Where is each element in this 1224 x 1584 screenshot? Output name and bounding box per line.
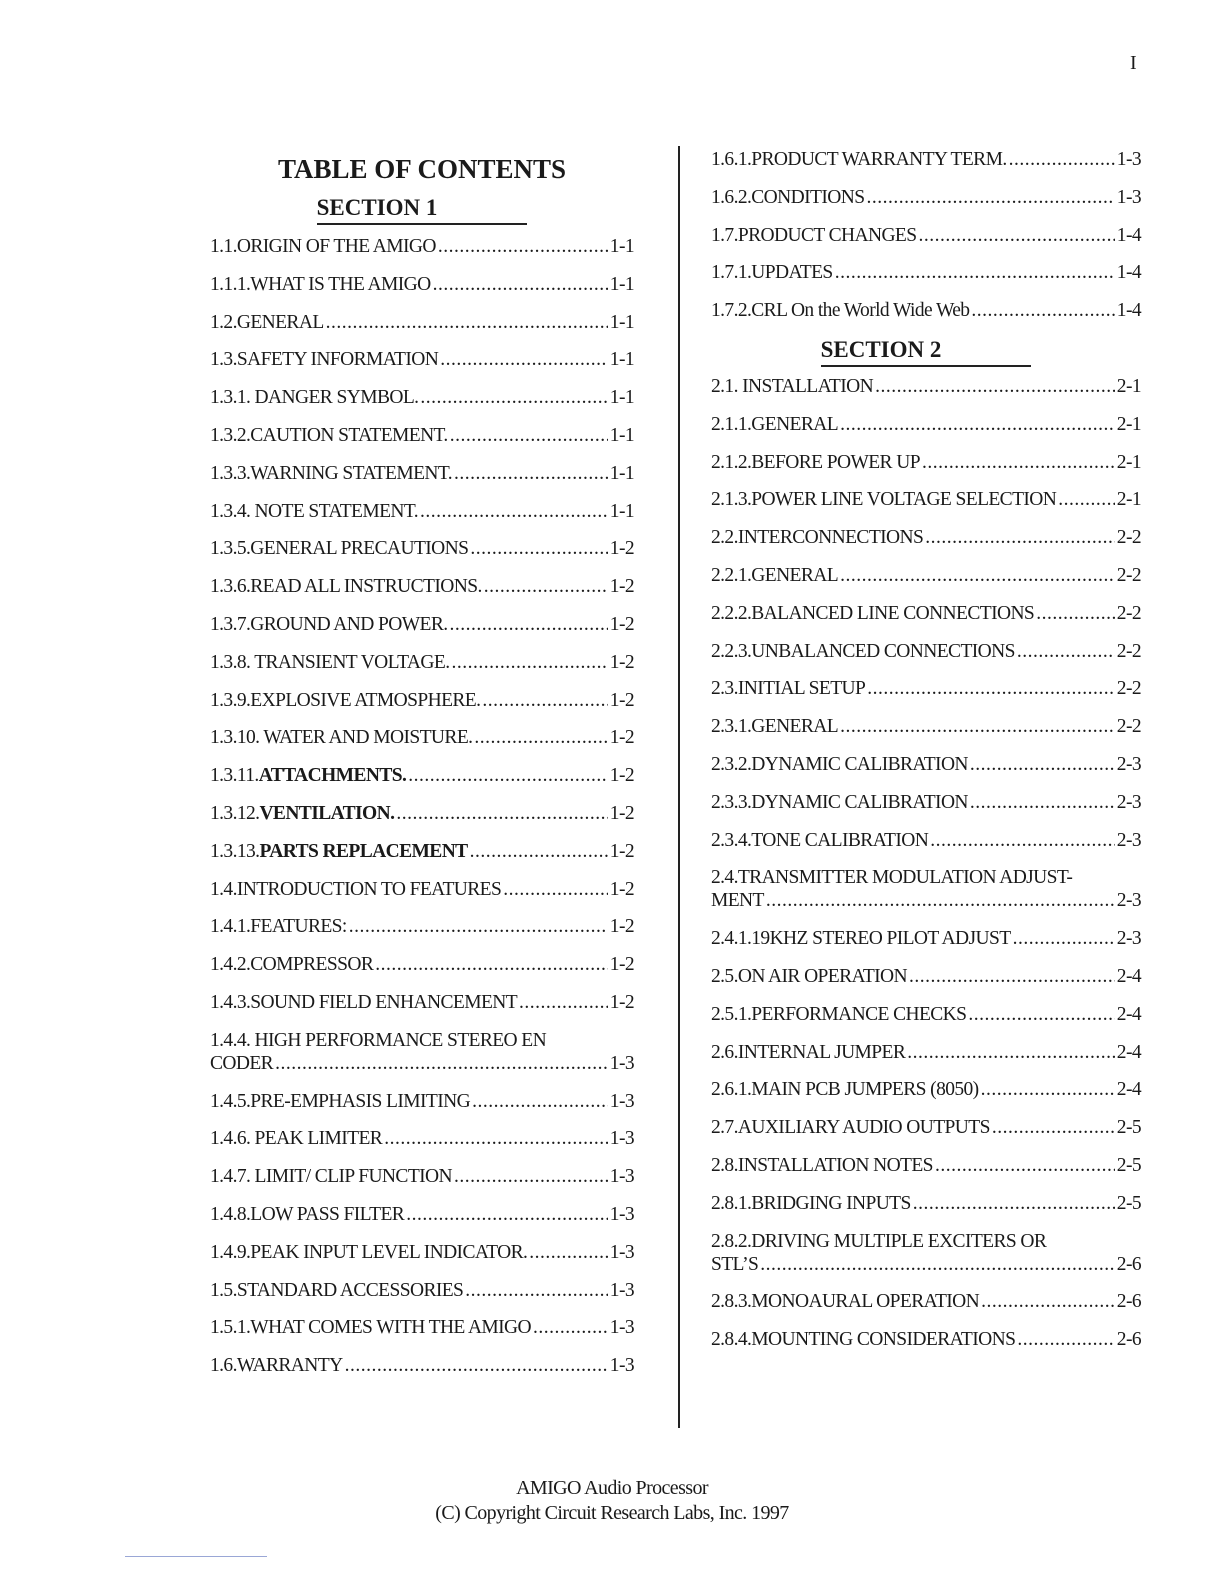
toc-entry-page: 1-3 <box>609 1355 634 1377</box>
leader-dots <box>326 311 608 334</box>
toc-entry-label: 1.4.1.FEATURES: <box>210 916 347 938</box>
leader-dots <box>275 1052 608 1075</box>
toc-entry-page: 2-1 <box>1116 451 1141 473</box>
toc-entry[interactable] <box>210 915 634 938</box>
toc-entry[interactable] <box>711 866 1141 912</box>
leader-dots <box>867 677 1115 700</box>
leader-dots <box>922 451 1115 474</box>
leader-dots <box>433 273 608 296</box>
toc-entry-label: 1.3.1. DANGER SYMBOL. <box>210 387 419 409</box>
toc-entry-page: 2-4 <box>1116 965 1141 987</box>
toc-entry-page: 2-3 <box>1116 791 1141 813</box>
toc-entry-page: 1-3 <box>609 1166 634 1188</box>
toc-entry[interactable] <box>711 1116 1141 1139</box>
toc-entry[interactable] <box>711 564 1141 587</box>
toc-entry-label: 1.3.3.WARNING STATEMENT. <box>210 462 453 484</box>
toc-entry-page: 2-1 <box>1116 489 1141 511</box>
toc-entry[interactable] <box>210 689 634 712</box>
toc-entry-page: 1-2 <box>609 727 634 749</box>
toc-entry[interactable] <box>210 878 634 901</box>
toc-entry-label: 1.3.6.READ ALL INSTRUCTIONS. <box>210 576 482 598</box>
toc-entry[interactable] <box>210 1354 634 1377</box>
toc-entry-label: 1.4.6. PEAK LIMITER <box>210 1128 383 1150</box>
toc-entry-page: 1-2 <box>609 576 634 598</box>
toc-title: TABLE OF CONTENTS <box>277 154 567 184</box>
toc-entry[interactable] <box>711 1290 1141 1313</box>
toc-entry-page: 2-4 <box>1116 1041 1141 1063</box>
toc-entry-page: 2-4 <box>1116 1079 1141 1101</box>
toc-entry-label: 2.3.INITIAL SETUP <box>711 678 866 700</box>
leader-dots <box>1013 927 1115 950</box>
leader-dots <box>835 261 1115 284</box>
toc-entry-page: 1-1 <box>609 273 634 295</box>
leader-dots <box>968 1003 1114 1026</box>
toc-entry[interactable] <box>210 348 634 371</box>
toc-entry-page: 1-4 <box>1116 224 1141 246</box>
leader-dots <box>503 878 608 901</box>
toc-entry-label: 1.6.WARRANTY <box>210 1355 343 1377</box>
leader-dots <box>875 375 1115 398</box>
toc-entry-label: 1.3.11.ATTACHMENTS. <box>210 765 407 787</box>
toc-entry[interactable] <box>711 299 1141 322</box>
toc-entry[interactable] <box>711 526 1141 549</box>
toc-entry-page: 1-3 <box>609 1090 634 1112</box>
toc-entry[interactable] <box>711 261 1141 284</box>
leader-dots <box>472 1090 608 1113</box>
toc-entry[interactable] <box>711 1041 1141 1064</box>
toc-entry-page: 1-1 <box>609 424 634 446</box>
leader-dots <box>866 186 1114 209</box>
toc-entry-label: 1.7.PRODUCT CHANGES <box>711 224 917 246</box>
toc-entry[interactable] <box>210 462 634 485</box>
toc-entry-label: 2.3.4.TONE CALIBRATION <box>711 829 929 851</box>
toc-entry-page: 1-1 <box>609 462 634 484</box>
toc-entry-page: 1-4 <box>1116 300 1141 322</box>
toc-entry-page: 2-2 <box>1116 716 1141 738</box>
section-2-heading: SECTION 2 <box>711 337 1141 367</box>
toc-right-column <box>711 148 1141 1366</box>
toc-entry[interactable] <box>210 726 634 749</box>
toc-entry-label: 1.3.2.CAUTION STATEMENT. <box>210 424 448 446</box>
toc-entry-page: 1-1 <box>609 500 634 522</box>
leader-dots <box>450 424 608 447</box>
leader-dots <box>970 753 1115 776</box>
toc-entry-page: 1-2 <box>609 802 634 824</box>
toc-entry[interactable] <box>210 613 634 636</box>
leader-dots <box>840 715 1115 738</box>
leader-dots <box>930 829 1115 852</box>
toc-left-column <box>210 150 634 1392</box>
toc-entry[interactable] <box>711 375 1141 398</box>
toc-entry[interactable] <box>711 829 1141 852</box>
toc-entry-page: 1-2 <box>609 689 634 711</box>
page-number: I <box>1130 52 1137 74</box>
toc-entry[interactable] <box>711 488 1141 511</box>
toc-entry-label: 1.3.5.GENERAL PRECAUTIONS <box>210 538 469 560</box>
leader-dots <box>981 1290 1115 1313</box>
toc-entry-label: 2.8.INSTALLATION NOTES <box>711 1154 933 1176</box>
leader-dots <box>1017 1328 1114 1351</box>
toc-entry-label: STL’S <box>711 1253 759 1275</box>
toc-entry[interactable] <box>210 1029 634 1075</box>
leader-dots <box>396 802 607 825</box>
leader-dots <box>918 224 1114 247</box>
column-divider <box>678 146 680 1428</box>
toc-entry-label: 1.3.SAFETY INFORMATION <box>210 349 439 371</box>
leader-dots <box>484 575 608 598</box>
leader-dots <box>907 1041 1115 1064</box>
leader-dots <box>992 1116 1115 1139</box>
toc-entry-page: 2-1 <box>1116 413 1141 435</box>
toc-entry[interactable] <box>210 1316 634 1339</box>
toc-entry-label: 1.6.2.CONDITIONS <box>711 186 865 208</box>
toc-entry-label: 1.7.2.CRL On the World Wide Web <box>711 300 970 322</box>
toc-entry-label: 2.2.1.GENERAL <box>711 564 839 586</box>
toc-entry-label: 2.8.3.MONOAURAL OPERATION <box>711 1291 980 1313</box>
leader-dots <box>840 413 1115 436</box>
leader-dots <box>440 348 608 371</box>
toc-entry-page: 1-3 <box>609 1317 634 1339</box>
toc-entry[interactable] <box>711 413 1141 436</box>
toc-entry-page: 1-2 <box>609 765 634 787</box>
toc-entry[interactable] <box>711 753 1141 776</box>
leader-dots <box>913 1192 1115 1215</box>
toc-entry-page: 2-3 <box>1116 890 1141 912</box>
toc-entry-page: 2-2 <box>1116 602 1141 624</box>
leader-dots <box>465 1279 608 1302</box>
toc-entry-page: 1-4 <box>1116 262 1141 284</box>
toc-entry[interactable] <box>711 927 1141 950</box>
toc-entry-label: 2.2.2.BALANCED LINE CONNECTIONS <box>711 602 1035 624</box>
toc-entry-label: 1.4.8.LOW PASS FILTER <box>210 1203 405 1225</box>
leader-dots <box>408 764 608 787</box>
toc-entry-page: 1-2 <box>609 878 634 900</box>
leader-dots <box>909 965 1115 988</box>
toc-entry-page: 1-2 <box>609 916 634 938</box>
toc-entry-page: 1-3 <box>1116 186 1141 208</box>
toc-entry-label: MENT <box>711 890 764 912</box>
toc-entry-label: 1.3.13.PARTS REPLACEMENT <box>210 840 468 862</box>
toc-entry-label: 2.8.4.MOUNTING CONSIDERATIONS <box>711 1329 1016 1351</box>
toc-entry-label: 2.4.1.19KHZ STEREO PILOT ADJUST <box>711 928 1011 950</box>
toc-entry-label: 2.2.INTERCONNECTIONS <box>711 527 924 549</box>
toc-entry-page: 2-6 <box>1116 1329 1141 1351</box>
toc-entry[interactable] <box>210 764 634 787</box>
toc-entry-label: 2.1. INSTALLATION <box>711 375 874 397</box>
toc-entry[interactable] <box>711 148 1141 171</box>
toc-entry[interactable] <box>711 186 1141 209</box>
toc-entry-page: 2-2 <box>1116 527 1141 549</box>
toc-entry-page: 1-3 <box>609 1279 634 1301</box>
leader-dots <box>760 1253 1115 1276</box>
leader-dots <box>450 613 608 636</box>
toc-entry-page: 1-2 <box>609 651 634 673</box>
toc-entry[interactable] <box>210 386 634 409</box>
toc-entry-label: 2.4.TRANSMITTER MODULATION ADJUST- <box>711 867 1073 889</box>
toc-entry-page: 1-1 <box>609 311 634 333</box>
toc-entry-label: 2.3.1.GENERAL <box>711 716 839 738</box>
toc-entry-page: 2-2 <box>1116 564 1141 586</box>
toc-entry-label: 1.4.3.SOUND FIELD ENHANCEMENT <box>210 991 518 1013</box>
toc-entry-label: 1.3.7.GROUND AND POWER. <box>210 613 448 635</box>
toc-entry-label: 2.8.2.DRIVING MULTIPLE EXCITERS OR <box>711 1230 1047 1252</box>
toc-entry-page: 1-1 <box>609 387 634 409</box>
toc-entry[interactable] <box>711 1078 1141 1101</box>
toc-entry-label: 2.2.3.UNBALANCED CONNECTIONS <box>711 640 1015 662</box>
toc-entry-label: 1.4.INTRODUCTION TO FEATURES <box>210 878 502 900</box>
toc-entry-label: 1.3.4. NOTE STATEMENT. <box>210 500 419 522</box>
toc-entry-label: CODER <box>210 1052 274 1074</box>
leader-dots <box>474 726 607 749</box>
leader-dots <box>420 500 608 523</box>
toc-entry[interactable] <box>711 1003 1141 1026</box>
toc-entry[interactable] <box>711 1328 1141 1351</box>
leader-dots <box>1058 488 1115 511</box>
toc-entry-label: 1.6.1.PRODUCT WARRANTY TERM. <box>711 149 1007 170</box>
leader-dots <box>438 235 608 258</box>
toc-entry[interactable] <box>711 791 1141 814</box>
toc-entry-label: 2.6.INTERNAL JUMPER <box>711 1041 906 1063</box>
leader-dots <box>420 386 607 409</box>
toc-entry-label: 1.1.1.WHAT IS THE AMIGO <box>210 273 431 295</box>
footer-product-name: AMIGO Audio Processor <box>516 1477 708 1499</box>
toc-entry[interactable] <box>210 1127 634 1150</box>
leader-dots <box>349 915 608 938</box>
leader-dots <box>970 791 1115 814</box>
toc-entry[interactable] <box>210 1241 634 1264</box>
toc-entry-label: 1.4.7. LIMIT/ CLIP FUNCTION <box>210 1166 452 1188</box>
leader-dots <box>971 299 1114 322</box>
toc-entry-page: 2-2 <box>1116 678 1141 700</box>
toc-entry-label: 1.3.9.EXPLOSIVE ATMOSPHERE. <box>210 689 481 711</box>
toc-entry-page: 1-1 <box>609 349 634 371</box>
scan-artifact-line <box>125 1556 267 1557</box>
toc-entry[interactable] <box>210 273 634 296</box>
toc-entry-page: 2-5 <box>1116 1117 1141 1139</box>
toc-entry[interactable] <box>210 953 634 976</box>
toc-entry-page: 2-3 <box>1116 928 1141 950</box>
leader-dots <box>454 462 608 485</box>
toc-entry-label: 1.3.8. TRANSIENT VOLTAGE. <box>210 651 450 673</box>
toc-entry-page: 1-3 <box>609 1241 634 1263</box>
toc-entry[interactable] <box>711 965 1141 988</box>
toc-entry[interactable] <box>711 602 1141 625</box>
toc-entry-label: 2.3.2.DYNAMIC CALIBRATION <box>711 753 968 775</box>
toc-entry-label: 2.3.3.DYNAMIC CALIBRATION <box>711 791 968 813</box>
toc-entry-page: 2-5 <box>1116 1154 1141 1176</box>
toc-entry-page: 1-2 <box>609 613 634 635</box>
toc-entry-label: 2.1.3.POWER LINE VOLTAGE SELECTION <box>711 489 1057 511</box>
toc-entry-label: 1.3.10. WATER AND MOISTURE. <box>210 727 473 749</box>
toc-entry-page: 2-6 <box>1116 1291 1141 1313</box>
toc-entry[interactable] <box>711 677 1141 700</box>
toc-entry-page: 1-2 <box>609 840 634 862</box>
toc-entry-page: 2-1 <box>1116 375 1141 397</box>
toc-entry-page: 1-2 <box>609 954 634 976</box>
toc-entry-page: 1-3 <box>609 1203 634 1225</box>
toc-entry-label: 1.4.9.PEAK INPUT LEVEL INDICATOR. <box>210 1241 528 1263</box>
toc-entry[interactable] <box>210 235 634 258</box>
toc-entry-label: 1.1.ORIGIN OF THE AMIGO <box>210 236 436 257</box>
toc-entry-label: 2.8.1.BRIDGING INPUTS <box>711 1192 911 1214</box>
section-1-heading: SECTION 1 <box>210 195 634 225</box>
toc-entry-label: 2.5.ON AIR OPERATION <box>711 965 908 987</box>
toc-entry[interactable] <box>210 500 634 523</box>
leader-dots <box>454 1165 608 1188</box>
toc-entry-label: 1.7.1.UPDATES <box>711 262 833 284</box>
toc-entry[interactable] <box>210 575 634 598</box>
toc-entry[interactable] <box>711 451 1141 474</box>
toc-entry-label: 2.1.2.BEFORE POWER UP <box>711 451 920 473</box>
toc-entry-page: 2-5 <box>1116 1192 1141 1214</box>
toc-entry-page: 1-1 <box>609 236 634 257</box>
toc-entry[interactable] <box>210 1165 634 1188</box>
leader-dots <box>470 537 607 560</box>
leader-dots <box>384 1127 608 1150</box>
leader-dots <box>451 651 607 674</box>
leader-dots <box>406 1203 608 1226</box>
toc-entry-page: 2-6 <box>1116 1253 1141 1275</box>
leader-dots <box>529 1241 608 1264</box>
toc-entry[interactable] <box>210 840 634 863</box>
leader-dots <box>981 1078 1115 1101</box>
footer-copyright: (C) Copyright Circuit Research Labs, Inc. 1997 <box>435 1502 789 1524</box>
leader-dots <box>925 526 1115 549</box>
toc-entry-page: 2-3 <box>1116 829 1141 851</box>
toc-entry[interactable] <box>210 991 634 1014</box>
toc-entry[interactable] <box>711 1230 1141 1276</box>
leader-dots <box>470 840 608 863</box>
leader-dots <box>840 564 1115 587</box>
toc-entry-label: 2.5.1.PERFORMANCE CHECKS <box>711 1003 967 1025</box>
toc-entry[interactable] <box>210 1279 634 1302</box>
toc-entry-page: 1-2 <box>609 538 634 560</box>
leader-dots <box>533 1316 608 1339</box>
leader-dots <box>519 991 608 1014</box>
toc-entry-page: 1-3 <box>609 1052 634 1074</box>
toc-entry-label: 2.7.AUXILIARY AUDIO OUTPUTS <box>711 1117 990 1139</box>
toc-entry[interactable] <box>210 311 634 334</box>
leader-dots <box>482 689 607 712</box>
toc-entry-label: 1.5.STANDARD ACCESSORIES <box>210 1279 464 1301</box>
toc-entry-page: 1-3 <box>1116 149 1141 170</box>
leader-dots <box>375 953 608 976</box>
toc-entry-label: 2.6.1.MAIN PCB JUMPERS (8050) <box>711 1079 979 1101</box>
toc-entry-page: 2-2 <box>1116 640 1141 662</box>
toc-entry-label: 1.3.12.VENTILATION. <box>210 802 395 824</box>
toc-entry-label: 1.2.GENERAL <box>210 311 324 333</box>
toc-entry[interactable] <box>711 224 1141 247</box>
toc-entry[interactable] <box>210 1203 634 1226</box>
toc-entry[interactable] <box>210 651 634 674</box>
leader-dots <box>1017 640 1115 663</box>
leader-dots <box>1036 602 1115 625</box>
toc-entry-page: 1-3 <box>609 1128 634 1150</box>
toc-entry[interactable] <box>711 715 1141 738</box>
toc-entry-label: 1.4.2.COMPRESSOR <box>210 954 374 976</box>
toc-entry[interactable] <box>210 537 634 560</box>
toc-entry[interactable] <box>711 1192 1141 1215</box>
toc-entry[interactable] <box>711 640 1141 663</box>
toc-entry[interactable] <box>210 424 634 447</box>
toc-entry[interactable] <box>210 802 634 825</box>
leader-dots <box>935 1154 1115 1177</box>
page-footer <box>0 1476 1224 1526</box>
leader-dots <box>1009 148 1115 171</box>
toc-entry[interactable] <box>711 1154 1141 1177</box>
toc-entry-label: 1.4.4. HIGH PERFORMANCE STEREO EN <box>210 1029 547 1051</box>
toc-entry-page: 1-2 <box>609 991 634 1013</box>
leader-dots <box>345 1354 608 1377</box>
toc-entry[interactable] <box>210 1090 634 1113</box>
toc-entry-label: 1.5.1.WHAT COMES WITH THE AMIGO <box>210 1317 532 1339</box>
toc-entry-page: 2-4 <box>1116 1003 1141 1025</box>
toc-entry-label: 2.1.1.GENERAL <box>711 413 839 435</box>
leader-dots <box>766 889 1115 912</box>
toc-entry-label: 1.4.5.PRE-EMPHASIS LIMITING <box>210 1090 471 1112</box>
toc-entry-page: 2-3 <box>1116 753 1141 775</box>
